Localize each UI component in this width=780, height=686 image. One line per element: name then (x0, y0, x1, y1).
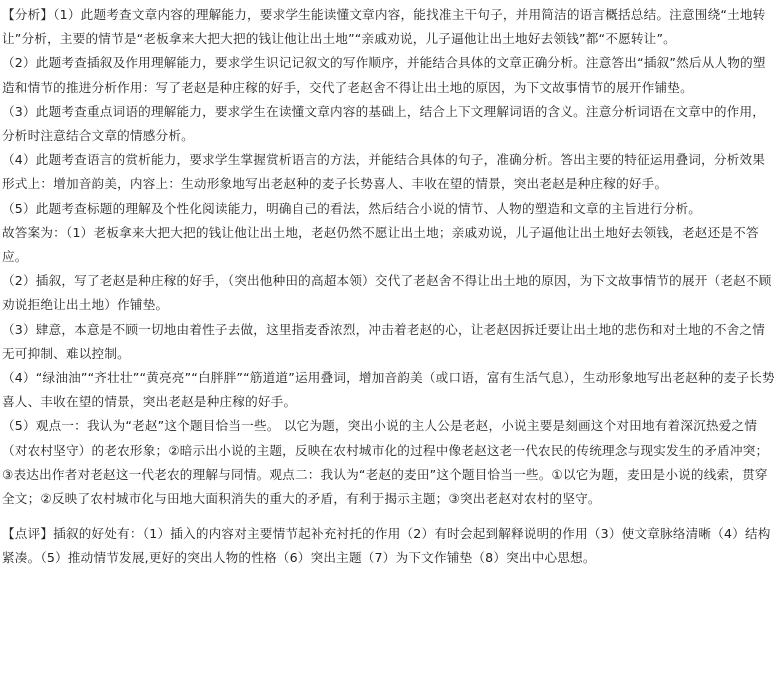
analysis-item-4: （4）此题考查语言的赏析能力，要求学生掌握赏析语言的方法，并能结合具体的句子，准确分析。答出主要的特征运用叠词，分析效果形式上：增加音韵美，内容上：生动形象地写出老赵种的麦子长势喜人、丰收在望的情景，突出老赵是种庄稼的好手。 (2, 152, 766, 192)
comment-section (2, 522, 776, 570)
answer-item-4: （4）“绿油油”“齐壮壮”“黄亮亮”“白胖胖”“筋道道”运用叠词，增加音韵美（或口语，富有生活气息），生动形象地写出老赵种的麦子长势喜人、丰收在望的情景，突出老赵是种庄稼的好手。 (2, 370, 775, 410)
analysis-section (2, 3, 776, 221)
answer-item-3: （3）肆意，本意是不顾一切地由着性子去做，这里指麦香浓烈，冲击着老赵的心，让老赵因拆迁要让出土地的悲伤和对土地的不舍之情无可抑制、难以控制。 (2, 321, 766, 361)
solution-document (2, 3, 776, 571)
answer-section (2, 221, 776, 511)
answer-item-5: （5）观点一：我认为“老赵”这个题目恰当一些。 以它为题，突出小说的主人公是老赵，小说主要是刻画这个对田地有着深沉热爱之情（对农村坚守）的老农形象；②暗示出小说的主题，反映在农村城市化的过程中像老赵这老一代农民的传统理念与现实发生的矛盾冲突；③表达出作者对老赵这一代老农的理解与同情。观点二：我认为“老赵的麦田”这个题目恰当一些。①以它为题，麦田是小说的线索，贯穿全文；②反映了农村城市化与田地大面积消失的重大的矛盾，有利于揭示主题；③突出老赵对农村的坚守。 (2, 418, 769, 507)
analysis-item-5: （5）此题考查标题的理解及个性化阅读能力，明确自己的看法，然后结合小说的情节、人物的塑造和文章的主旨进行分析。 (2, 200, 702, 216)
analysis-item-2: （2）此题考查插叙及作用理解能力，要求学生识记记叙文的写作顺序，并能结合具体的文章正确分析。注意答出“插叙”然后从人物的塑造和情节的推进分析作用：写了老赵是种庄稼的好手，交代了老赵舍不得让出土地的原因，为下文故事情节的展开作铺垫。 (2, 55, 766, 95)
answer-item-1: 故答案为：（1）老板拿来大把大把的钱让他让出土地，老赵仍然不愿让出土地；亲戚劝说，儿子逼他让出土地好去领钱，老赵还是不答应。 (2, 224, 759, 265)
analysis-item-1: 【分析】（1）此题考查文章内容的理解能力，要求学生能读懂文章内容，能找准主干句子，并用简洁的语言概括总结。注意围绕“土地转让”分析，主要的情节是“老板拿来大把大把的钱让他让出土地”“亲戚劝说，儿子逼他让出土地好去领钱”都“不愿转让”。 (2, 7, 766, 47)
analysis-item-3: （3）此题考查重点词语的理解能力，要求学生在读懂文章内容的基础上，结合上下文理解词语的含义。注意分析词语在文章中的作用，分析时注意结合文章的情感分析。 (2, 103, 766, 144)
section-gap (2, 511, 776, 522)
comment-text: 【点评】插叙的好处有：（1）插入的内容对主要情节起补充衬托的作用（2）有时会起到解释说明的作用（3）使文章脉络清晰（4）结构紧凑。（5）推动情节发展,更好的突出人物的性格（6）突出主题（7）为下文作铺垫（8）突出中心思想。 (2, 526, 771, 566)
answer-item-2: （2）插叙，写了老赵是种庄稼的好手，（突出他种田的高超本领）交代了老赵舍不得让出土地的原因，为下文故事情节的展开（老赵不顾劝说拒绝让出土地）作铺垫。 (2, 273, 772, 313)
